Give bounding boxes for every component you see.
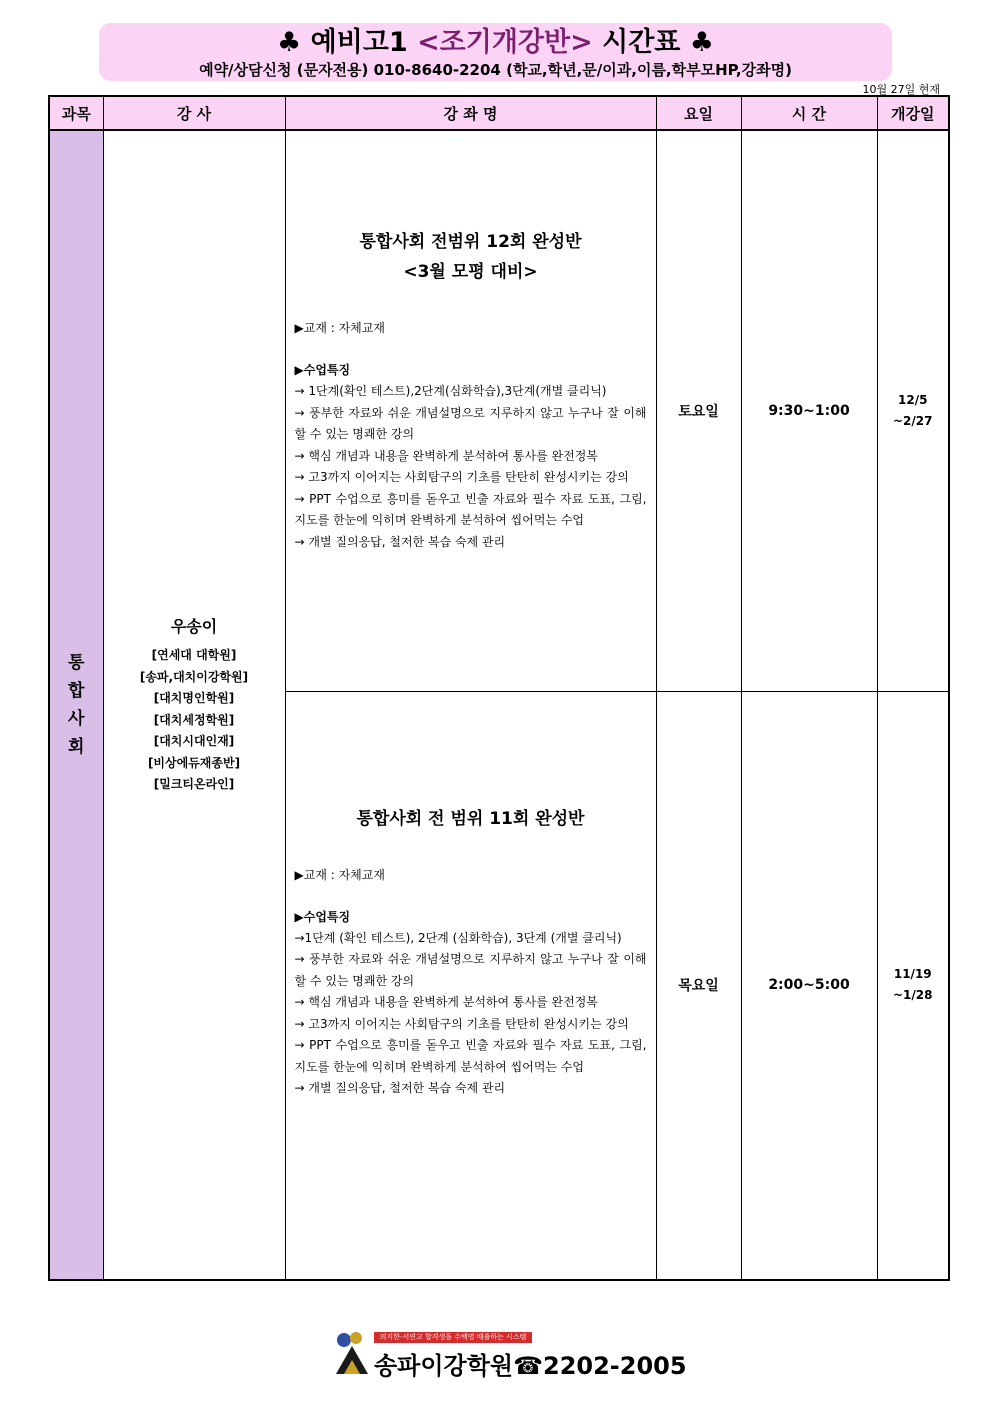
academy-name: 송파이강학원 — [374, 1352, 514, 1380]
table-row — [49, 130, 949, 691]
open-date-cell — [877, 691, 949, 1280]
feature-item: → 개별 질의응답, 철저한 복습 숙제 관리 — [294, 534, 506, 549]
subject-char: 회 — [68, 737, 85, 757]
table-header-row — [49, 96, 949, 130]
feature-item: → 개별 질의응답, 철저한 복습 숙제 관리 — [294, 1081, 506, 1095]
header-teacher: 강 사 — [103, 96, 285, 130]
subject-char: 합 — [68, 681, 85, 701]
feature-item: → PPT 수업으로 흥미를 돋우고 빈출 자료와 필수 자료 도표, 그림, 지도를 한눈에 익히며 완벽하게 분석하여 씹어먹는 수업 — [294, 1038, 647, 1074]
teacher-credential: [송파,대치이강학원] — [139, 669, 249, 684]
subject-char: 사 — [68, 709, 85, 729]
teacher-name: 우송이 — [170, 617, 218, 637]
feature-item: → PPT 수업으로 흥미를 돋우고 빈출 자료와 필수 자료 도표, 그림, 지도를 한눈에 익히며 완벽하게 분석하여 씹어먹는 수업 — [294, 491, 647, 527]
title-prefix: ♣ 예비고1 — [277, 27, 408, 58]
page-title — [99, 23, 892, 61]
textbook-info: ▶교재 : 자체교재 — [294, 321, 385, 335]
contact-subtitle: 예약/상담신청 (문자전용) 010-8640-2204 (학교,학년,문/이과,이름,학부모HP,강좌명) — [199, 61, 792, 79]
academy-phone: ☎2202-2005 — [513, 1352, 687, 1380]
features-heading: ▶수업특징 — [294, 363, 351, 377]
academy-slogan: 의지한-서연고 합격생을 수백명 배출하는 시스템 — [374, 1332, 532, 1343]
feature-item: → 핵심 개념과 내용을 완벽하게 분석하여 통사를 완전정복 — [294, 448, 598, 463]
teacher-cell — [103, 130, 285, 1280]
header-open-date: 개강일 — [877, 96, 949, 130]
course-subtitle: <3월 모평 대비> — [403, 262, 538, 282]
features-heading: ▶수업특징 — [294, 909, 351, 924]
teacher-credential: [대치명인학원] — [153, 691, 235, 706]
schedule-table — [48, 95, 950, 1281]
feature-item: →1단계 (확인 테스트), 2단계 (심화학습), 3단계 (개별 클리닉) — [294, 930, 622, 945]
open-date-start: 11/19 — [893, 967, 932, 982]
teacher-credential: [비상에듀재종반] — [147, 755, 241, 770]
header-time: 시 간 — [741, 96, 877, 130]
course-title: 통합사회 전 범위 11회 완성반 — [356, 808, 585, 829]
feature-item: → 핵심 개념과 내용을 완벽하게 분석하여 통사를 완전정복 — [294, 995, 598, 1009]
open-date-cell — [877, 130, 949, 691]
header-day: 요일 — [656, 96, 741, 130]
time-cell: 2:00~5:00 — [741, 691, 877, 1280]
teacher-credential: [대치세정학원] — [153, 712, 235, 727]
title-accent: <조기개강반> — [417, 27, 593, 58]
feature-item: → 고3까지 이어지는 사회탐구의 기초를 탄탄히 완성시키는 강의 — [294, 1016, 629, 1031]
time-cell: 9:30~1:00 — [741, 130, 877, 691]
title-suffix: 시간표 ♣ — [602, 27, 714, 58]
title-banner — [99, 23, 892, 81]
open-date-end: ~2/27 — [893, 413, 933, 428]
day-cell: 목요일 — [656, 691, 741, 1280]
textbook-info: ▶교재 : 자체교재 — [294, 867, 385, 882]
course-cell — [285, 691, 656, 1280]
academy-footer — [330, 1330, 687, 1380]
course-cell — [285, 130, 656, 691]
open-date-start: 12/5 — [898, 392, 928, 407]
teacher-credential: [연세대 대학원] — [151, 648, 237, 663]
feature-item: → 1단계(확인 테스트),2단계(심화학습),3단계(개별 클리닉) — [294, 384, 607, 398]
feature-item: → 풍부한 자료와 쉬운 개념설명으로 지루하지 않고 누구나 잘 이해할 수 있는 명쾌한 강의 — [294, 952, 647, 988]
feature-item: → 고3까지 이어지는 사회탐구의 기초를 탄탄히 완성시키는 강의 — [294, 470, 629, 484]
teacher-credential: [대치시대인재] — [153, 734, 235, 749]
subject-cell — [49, 130, 103, 1280]
teacher-credential: [밀크티온라인] — [153, 777, 235, 792]
as-of-date: 10월 27일 현재 — [862, 83, 940, 96]
day-cell: 토요일 — [656, 130, 741, 691]
open-date-end: ~1/28 — [893, 988, 933, 1003]
subject-char: 통 — [68, 653, 85, 673]
header-subject: 과목 — [49, 96, 103, 130]
course-title: 통합사회 전범위 12회 완성반 — [359, 232, 582, 252]
feature-item: → 풍부한 자료와 쉬운 개념설명으로 지루하지 않고 누구나 잘 이해할 수 있는 명쾌한 강의 — [294, 405, 647, 441]
academy-name-line — [374, 1346, 687, 1381]
academy-logo-icon — [330, 1330, 372, 1380]
header-course: 강 좌 명 — [285, 96, 656, 130]
